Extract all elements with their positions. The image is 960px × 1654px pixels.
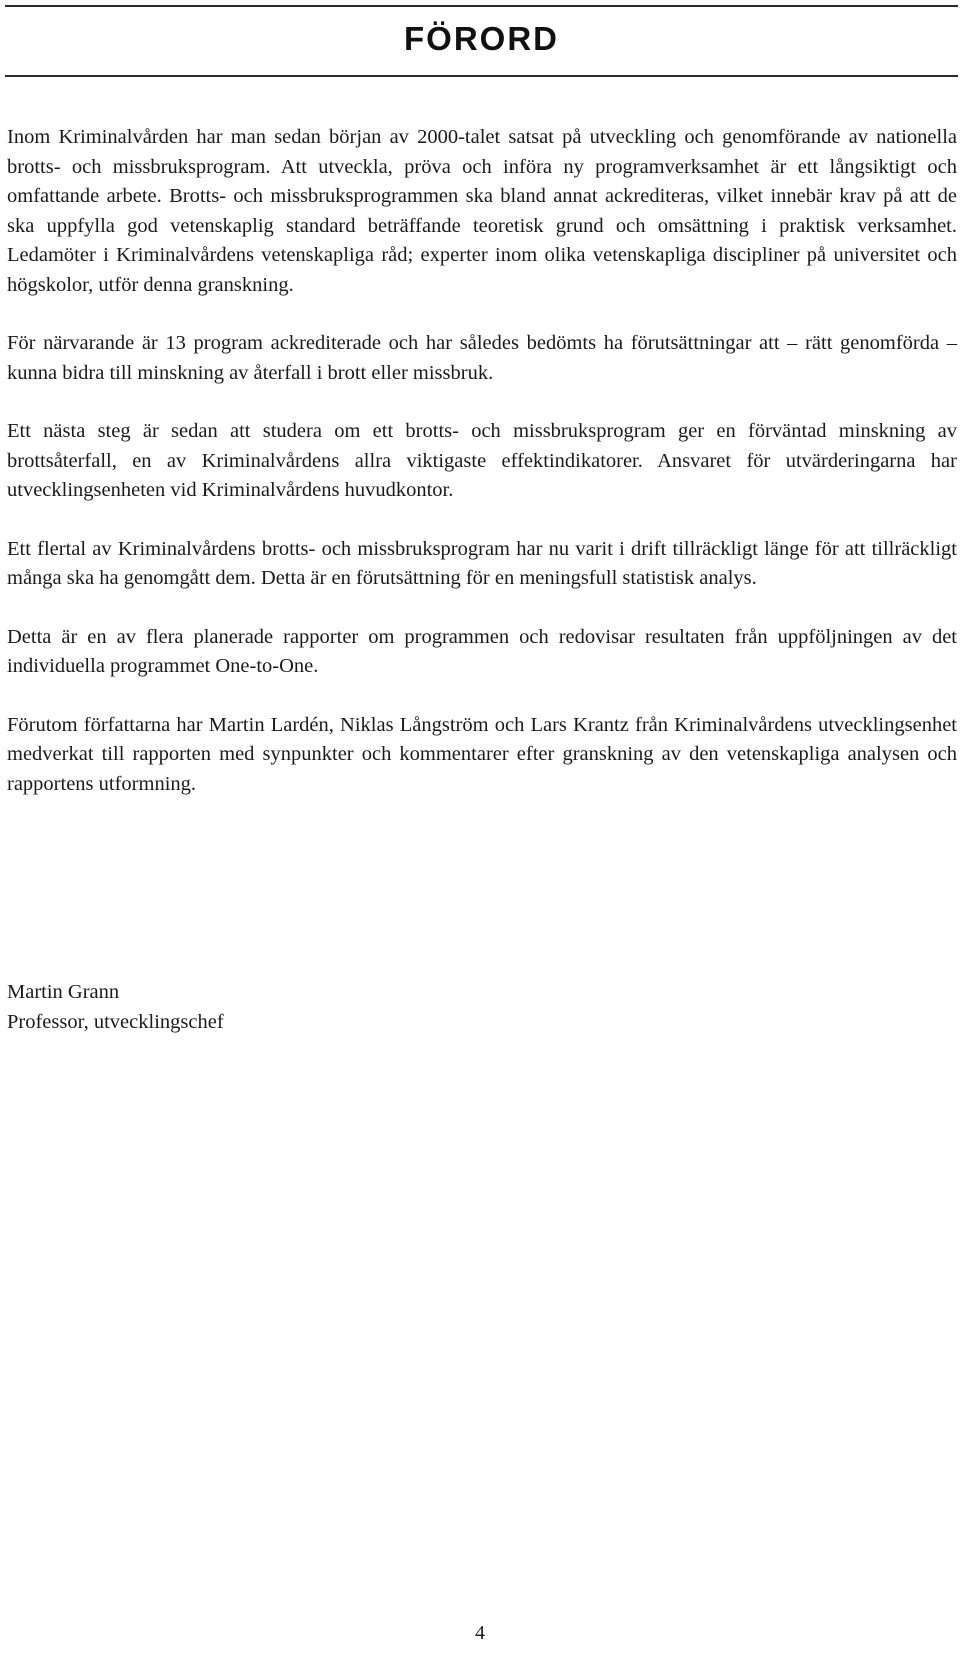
header-bottom-rule: [5, 75, 958, 77]
header-top-rule: [5, 5, 958, 7]
body-text: [7, 123, 957, 828]
page-number: 4: [475, 1622, 485, 1644]
signature-role: Professor, utvecklingschef: [7, 1010, 224, 1033]
page-header: [5, 5, 958, 77]
paragraph-accredited-programs: För närvarande är 13 program ackrediterade och har således bedömts ha förutsättningar att – rätt genomförda – kunna bidra till minskning av återfall i brott eller missbruk.: [7, 332, 957, 384]
paragraph-next-step: Ett nästa steg är sedan att studera om ett brotts- och missbruksprogram ger en förväntad minskning av brottsåterfall, en av Kriminalvårdens allra viktigaste effektindikatorer. Ansvaret för utvärderingarna har utvecklingsenheten vid Kriminalvårdens huvudkontor.: [7, 420, 957, 501]
signature-block: [7, 978, 224, 1037]
paragraph-statistical-analysis: Ett flertal av Kriminalvårdens brotts- och missbruksprogram har nu varit i drift tillräckligt länge för att tillräckligt många ska ha genomgått dem. Detta är en förutsättning för en meningsfull statistisk analys.: [7, 537, 957, 589]
paragraph-report-scope: Detta är en av flera planerade rapporter om programmen och redovisar resultaten från uppföljningen av det individuella programmet One-to-One.: [7, 625, 957, 677]
signature-name: Martin Grann: [7, 981, 120, 1003]
page-title: FÖRORD: [404, 20, 559, 57]
paragraph-acknowledgements: Förutom författarna har Martin Lardén, Niklas Långström och Lars Krantz från Kriminalvårdens utvecklingsenhet medverkat till rapporten med synpunkter och kommentarer efter granskning av den vetenskapliga analysen och rapportens utformning.: [7, 713, 957, 795]
paragraph-intro: Inom Kriminalvården har man sedan början av 2000-talet satsat på utveckling och genomförande av nationella brotts- och missbruksprogram. Att utveckla, pröva och införa ny programverksamhet är ett långsiktigt och omfattande arbete. Brotts- och missbruksprogrammen ska bland annat ackrediteras, vilket innebär krav på att de ska uppfylla god vetenskaplig standard beträffande teoretisk grund och omsättning i praktisk verksamhet. Ledamöter i Kriminalvårdens vetenskapliga råd; experter inom olika vetenskapliga discipliner på universitet och högskolor, utför denna granskning.: [7, 126, 957, 296]
